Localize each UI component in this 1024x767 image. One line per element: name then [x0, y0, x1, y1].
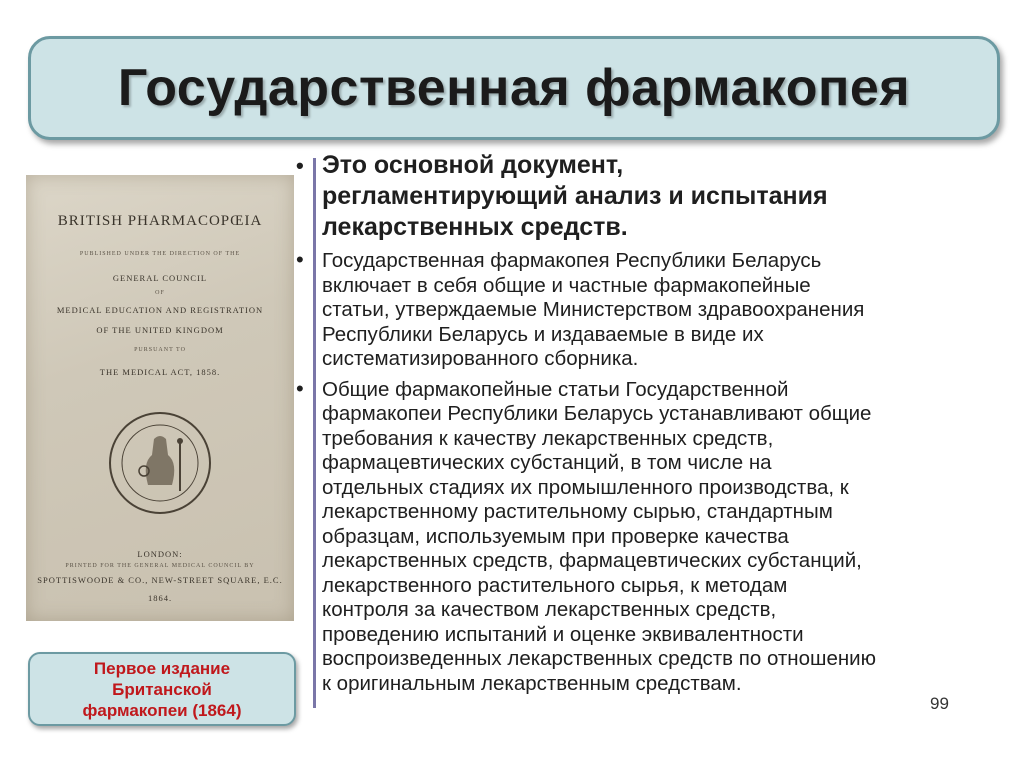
- bullet-line: образцам, используемым при проверке качества: [322, 524, 789, 548]
- slide-title: Государственная фармакопея: [117, 59, 911, 117]
- book-line: THE MEDICAL ACT, 1858.: [99, 367, 221, 377]
- bullet-line: воспроизведенных лекарственных средств по отношению: [322, 647, 877, 670]
- page-number: 99: [930, 694, 949, 713]
- bullet-line: регламентирующий анализ и испытания: [322, 182, 828, 210]
- bullet-line: требования к качеству лекарственных средств,: [322, 426, 774, 450]
- book-line: OF: [155, 290, 165, 296]
- bullet-line: лекарственных средств, фармацевтических субстанций,: [322, 549, 862, 572]
- title-banner: [28, 36, 1000, 140]
- bullet-line: фармакопеи Республики Беларусь устанавливают общие: [322, 402, 872, 425]
- book-line: MEDICAL EDUCATION AND REGISTRATION: [56, 305, 264, 315]
- bullet-line: отдельных стадиях их промышленного производства, к: [322, 475, 849, 499]
- bullet-item: [288, 249, 1008, 372]
- bullet-line: систематизированного сборника.: [322, 347, 639, 370]
- bullet-dot-icon: •: [296, 247, 304, 272]
- book-line: PUBLISHED UNDER THE DIRECTION OF THE: [79, 251, 241, 257]
- bullet-item: [288, 375, 1008, 697]
- bullet-line: к оригинальным лекарственным средствам.: [322, 671, 742, 695]
- book-imprint: PRINTED FOR THE GENERAL MEDICAL COUNCIL BY: [65, 563, 255, 569]
- bullet-item: [288, 150, 1008, 243]
- bullet-line: Это основной документ,: [322, 151, 624, 179]
- bullet-line: проведению испытаний и оценке эквивалентности: [322, 622, 804, 646]
- bullet-line: Общие фармакопейные статьи Государственной: [322, 377, 789, 401]
- caption-line: фармакопеи (1864): [82, 700, 242, 720]
- bullet-line: Республики Беларусь и издаваемые в виде их: [322, 322, 764, 346]
- book-imprint: 1864.: [147, 593, 173, 603]
- book-imprint: SPOTTISWOODE & CO., NEW-STREET SQUARE, E.C.: [37, 575, 283, 585]
- bullet-dot-icon: •: [296, 153, 304, 178]
- bullet-line: лекарственных средств.: [322, 213, 628, 241]
- book-line: GENERAL COUNCIL: [112, 273, 208, 283]
- bullet-line: лекарственного растительного сырья, к методам: [322, 573, 788, 597]
- book-cover-image: [26, 175, 294, 621]
- bullet-line: статьи, утверждаемые Министерством здравоохранения: [322, 298, 865, 321]
- bullet-dot-icon: •: [296, 375, 304, 401]
- bullet-line: Государственная фармакопея Республики Беларусь: [322, 249, 822, 272]
- bullet-line: включает в себя общие и частные фармакопейные: [322, 273, 811, 297]
- caption-line: Британской: [112, 679, 212, 699]
- book-title: BRITISH PHARMACOPŒIA: [57, 213, 263, 229]
- bullet-line: контроля за качеством лекарственных средств,: [322, 598, 777, 621]
- book-line: OF THE UNITED KINGDOM: [96, 325, 224, 335]
- caption-box: [28, 652, 296, 726]
- book-line: PURSUANT TO: [134, 347, 186, 353]
- caption-line: Первое издание: [93, 658, 231, 678]
- bullet-list: [288, 150, 1008, 696]
- medical-council-seal-icon: [106, 409, 214, 517]
- bullet-line: фармацевтических субстанций, в том числе на: [322, 451, 772, 474]
- book-imprint: LONDON:: [137, 549, 183, 559]
- bullet-line: лекарственному растительному сырью, стандартным: [322, 500, 833, 523]
